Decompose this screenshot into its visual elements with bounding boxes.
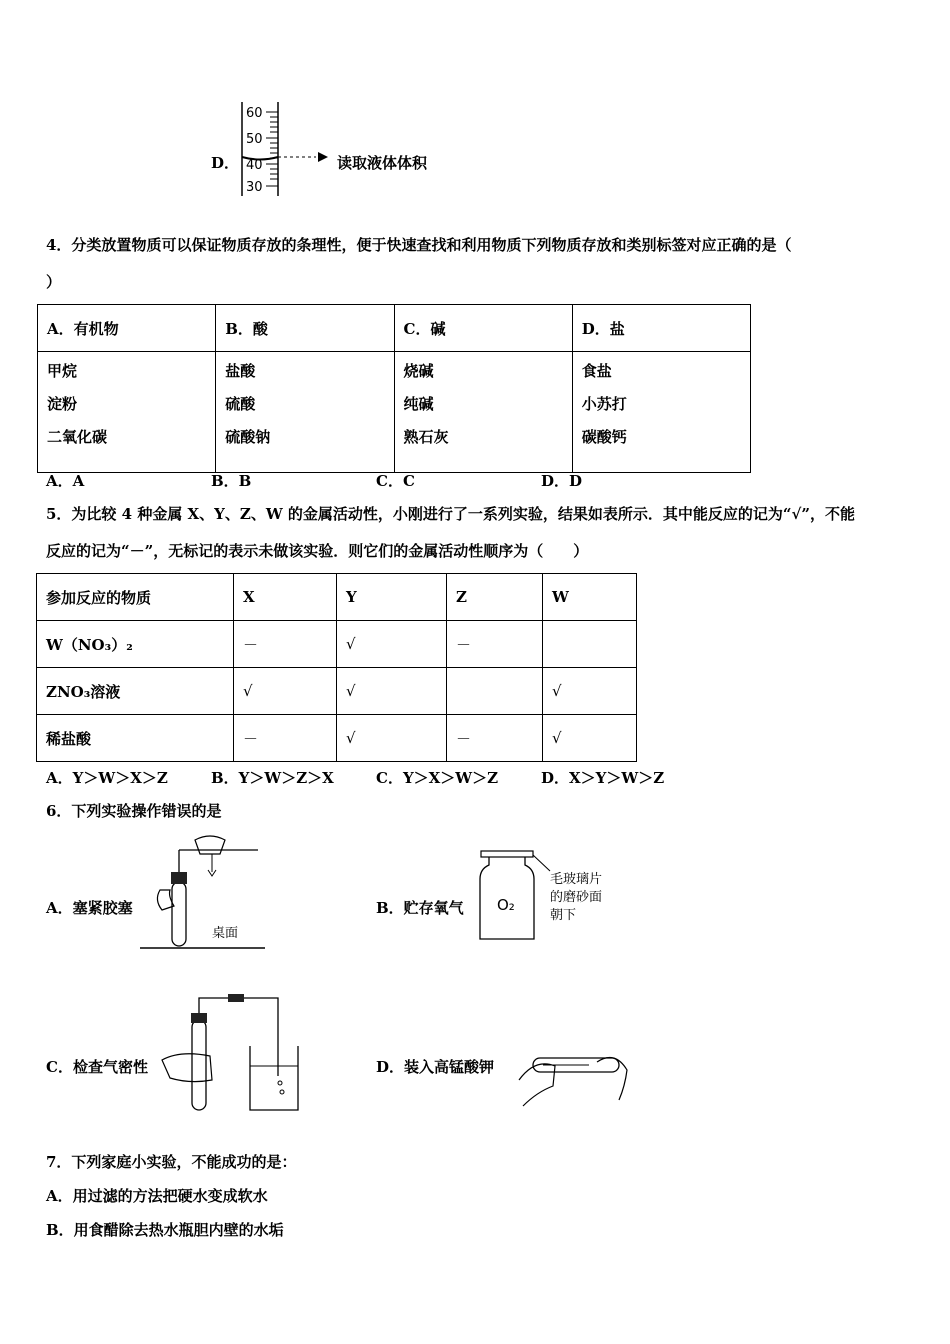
q5-row-label: 稀盐酸 xyxy=(37,715,234,762)
glass-plate-note-line1: 毛玻璃片 xyxy=(550,872,603,887)
q4-item: 碳酸钙 xyxy=(581,428,627,446)
q5-header-substance: 参加反应的物质 xyxy=(37,574,234,621)
oxygen-label: O₂ xyxy=(497,896,515,914)
q7-option-a: A．用过滤的方法把硬水变成软水 xyxy=(46,1187,268,1205)
q4-classification-table xyxy=(37,304,751,473)
airtightness-check-figure xyxy=(150,988,310,1118)
q5-header-z: Z xyxy=(447,574,543,621)
q5-cell xyxy=(447,668,543,715)
q4-column-c xyxy=(394,352,572,473)
q4-header-c: C．碱 xyxy=(394,305,572,352)
q4-item: 小苏打 xyxy=(581,395,627,413)
q5-cell xyxy=(543,621,637,668)
q4-item: 硫酸 xyxy=(225,395,256,413)
q5-answer-a: A．Y＞W＞X＞Z xyxy=(46,769,168,787)
table-row xyxy=(37,668,637,715)
q4-column-d xyxy=(572,352,750,473)
q5-cell: √ xyxy=(234,668,337,715)
tick-label-40: 40 xyxy=(246,158,263,173)
q7-stem: 7．下列家庭小实验，不能成功的是： xyxy=(46,1153,297,1171)
q6-option-c-label: C．检查气密性 xyxy=(46,1058,148,1076)
q5-cell: √ xyxy=(337,621,447,668)
q3-caption: 读取液体体积 xyxy=(337,154,428,172)
oxygen-bottle-figure xyxy=(476,845,626,945)
q4-item: 淀粉 xyxy=(47,395,78,413)
q4-item: 纯碱 xyxy=(403,395,434,413)
q5-cell: √ xyxy=(543,668,637,715)
q4-item: 食盐 xyxy=(581,362,612,380)
load-potassium-permanganate-figure xyxy=(515,1040,635,1112)
q4-item: 二氧化碳 xyxy=(47,428,108,446)
q5-reaction-table xyxy=(36,573,637,762)
q5-cell: √ xyxy=(337,668,447,715)
q4-answer-a: A．A xyxy=(46,472,85,490)
q4-answer-d: D．D xyxy=(541,472,583,490)
q4-answer-b: B．B xyxy=(211,472,252,490)
q4-column-a xyxy=(38,352,216,473)
q4-stem-line1: 4．分类放置物质可以保证物质存放的条理性，便于快速查找和利用物质下列物质存放和类别标签对应正确的是（ xyxy=(46,236,792,254)
q5-row-label: ZNO₃溶液 xyxy=(37,668,234,715)
q6-option-b-label: B．贮存氧气 xyxy=(376,899,464,917)
q6-option-d-label: D．装入高锰酸钾 xyxy=(376,1058,495,1076)
q5-answer-b: B．Y＞W＞Z＞X xyxy=(211,769,334,787)
q4-item: 盐酸 xyxy=(225,362,256,380)
q5-row-label: W（NO₃）₂ xyxy=(37,621,234,668)
q5-stem-line1: 5．为比较 4 种金属 X、Y、Z、W 的金属活动性，小刚进行了一系列实验，结果如表所示．其中能反应的记为“√”，不能 xyxy=(46,505,856,523)
q5-cell: √ xyxy=(543,715,637,762)
q4-header-b: B．酸 xyxy=(216,305,394,352)
q5-header-w: W xyxy=(543,574,637,621)
q5-cell: － xyxy=(234,715,337,762)
table-row xyxy=(37,621,637,668)
eye-icon xyxy=(318,152,328,162)
glass-plate-note-line3: 朝下 xyxy=(550,908,577,923)
q5-header-x: X xyxy=(234,574,337,621)
q4-stem-line2: ） xyxy=(46,273,62,291)
q6-option-a-label: A．塞紧胶塞 xyxy=(46,899,133,917)
q4-item: 甲烷 xyxy=(47,362,78,380)
q5-cell: － xyxy=(234,621,337,668)
q5-stem-line2: 反应的记为“－”，无标记的表示未做该实验．则它们的金属活动性顺序为（ ） xyxy=(46,542,589,560)
tick-label-30: 30 xyxy=(246,180,263,195)
q4-item: 烧碱 xyxy=(403,362,434,380)
q4-answer-c: C．C xyxy=(376,472,415,490)
q7-option-b: B．用食醋除去热水瓶胆内壁的水垢 xyxy=(46,1221,284,1239)
q4-column-b xyxy=(216,352,394,473)
q4-item: 熟石灰 xyxy=(403,428,449,446)
graduated-cylinder-figure xyxy=(236,100,336,200)
q5-cell: － xyxy=(447,621,543,668)
q4-header-d: D．盐 xyxy=(572,305,750,352)
q5-header-y: Y xyxy=(337,574,447,621)
stopper-test-tube-figure xyxy=(140,830,270,955)
q5-answer-d: D．X＞Y＞W＞Z xyxy=(541,769,665,787)
q5-cell: － xyxy=(447,715,543,762)
q4-header-a: A．有机物 xyxy=(38,305,216,352)
q5-cell: √ xyxy=(337,715,447,762)
glass-plate-note-line2: 的磨砂面 xyxy=(550,890,603,905)
q4-item: 硫酸钠 xyxy=(225,428,271,446)
tick-label-50: 50 xyxy=(246,132,263,147)
q3-option-d-label: D． xyxy=(211,154,240,172)
desk-label: 桌面 xyxy=(212,926,239,941)
q5-answer-c: C．Y＞X＞W＞Z xyxy=(376,769,499,787)
table-row xyxy=(37,715,637,762)
q6-stem: 6．下列实验操作错误的是 xyxy=(46,802,222,820)
tick-label-60: 60 xyxy=(246,106,263,121)
